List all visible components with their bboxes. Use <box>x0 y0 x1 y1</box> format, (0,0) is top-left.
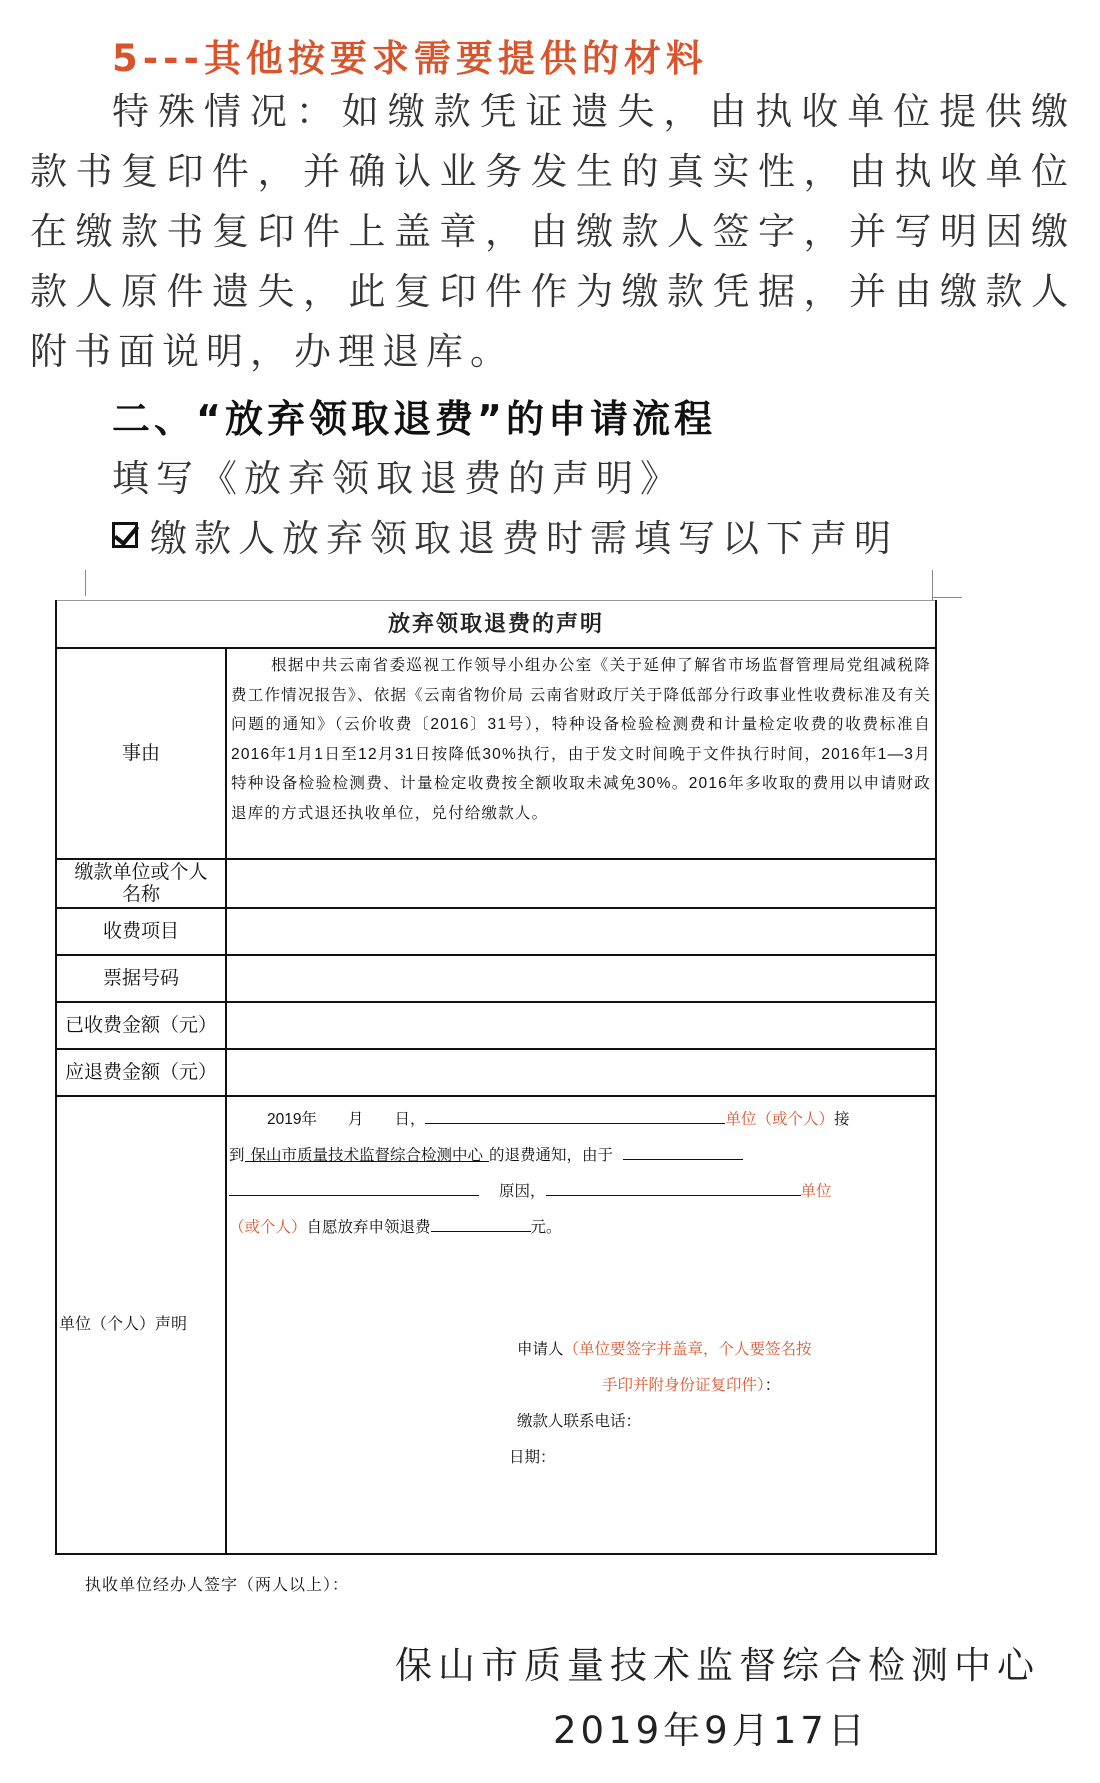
refund-waiver-form <box>55 600 937 1555</box>
reason-text: 根据中共云南省委巡视工作领导小组办公室《关于延伸了解省市场监督管理局党组减税降费工作情况报告》、依据《云南省物价局 云南省财政厅关于降低部分行政事业性收费标准及有关问题的通知》（云价收费〔2016〕31号），特种设备检验检测费和计量检定收费的收费标准自2016年1月1日至12月31日按降低30%执行，由于发文时间晚于文件执行时间，2016年1—3月特种设备检验检测费、计量检定收费按全额收取未减免30%。2016年多收取的费用以申请财政退库的方式退还执收单位，兑付给缴款人。 <box>231 657 931 822</box>
declaration-line3 <box>229 1177 832 1201</box>
payer-label-line1: 缴款单位或个人 <box>74 861 208 883</box>
applicant-line <box>517 1337 812 1359</box>
crop-mark-left <box>85 570 86 596</box>
blank-amount[interactable] <box>431 1213 531 1232</box>
refund-amount-label: 应退费金额（元） <box>57 1050 227 1095</box>
to-text: 到 <box>229 1147 245 1164</box>
form-row-receipt <box>57 956 935 1003</box>
form-row-item <box>57 909 935 956</box>
section2-heading: 二、“放弃领取退费”的申请流程 <box>112 397 716 441</box>
payer-label-line2: 名称 <box>121 883 160 905</box>
reason-suffix: 原因， <box>499 1183 546 1200</box>
yuan-text: 元。 <box>530 1219 562 1236</box>
receipt-label: 票据号码 <box>57 956 227 1001</box>
item5-heading <box>112 28 708 82</box>
center-name: 保山市质量技术监督综合检测中心 <box>245 1143 490 1162</box>
declaration-label: 单位（个人）声明 <box>57 1097 227 1553</box>
blank-unit-name[interactable] <box>425 1105 725 1124</box>
checkbox-checked-icon <box>112 522 138 548</box>
handler-signature-label: 执收单位经办人签字（两人以上）： <box>85 1575 350 1594</box>
form-row-refund <box>57 1050 935 1097</box>
item5-title: 其他按要求需要提供的材料 <box>203 37 708 80</box>
item-label: 收费项目 <box>57 909 227 954</box>
item-field[interactable] <box>227 909 935 954</box>
or-person-text: （或个人） <box>229 1219 307 1236</box>
applicant-note-2: 手印并附身份证复印件） <box>602 1377 765 1394</box>
item5-paragraph: 特殊情况：如缴款凭证遗失，由执收单位提供缴款书复印件，并确认业务发生的真实性，由执收单位在缴款书复印件上盖章，由缴款人签字，并写明因缴款人原件遗失，此复印件作为缴款凭据，并由缴款人附书面说明，办理退库。 <box>30 90 1075 373</box>
voluntary-waiver-text: 自愿放弃申领退费 <box>306 1219 431 1236</box>
blank-reason-2[interactable] <box>546 1177 801 1196</box>
declaration-line2 <box>229 1141 743 1165</box>
form-row-charged <box>57 1003 935 1050</box>
payer-name-field[interactable] <box>227 860 935 907</box>
unit-text: 单位 <box>800 1183 832 1200</box>
form-row-reason <box>57 649 935 860</box>
checked-instruction <box>112 508 898 562</box>
document-date: 2019年9月17日 <box>553 1709 869 1752</box>
payer-label <box>57 860 227 907</box>
declaration-body <box>227 1097 935 1553</box>
charged-amount-field[interactable] <box>227 1003 935 1048</box>
reason-value <box>227 649 935 858</box>
declaration-date-label: 日期： <box>509 1449 556 1466</box>
unit-or-person-1: 单位（或个人） <box>725 1111 834 1128</box>
crop-mark-right-vertical <box>932 570 933 600</box>
crop-mark-right-horizontal <box>932 597 962 598</box>
refund-amount-field[interactable] <box>227 1050 935 1095</box>
reason-label: 事由 <box>57 649 227 858</box>
notice-text: 的退费通知，由于 <box>489 1147 614 1164</box>
fill-instruction: 填写《放弃领取退费的声明》 <box>112 457 684 500</box>
applicant-colon: ： <box>764 1377 781 1394</box>
declaration-line1 <box>267 1105 850 1129</box>
received-text: 接 <box>834 1111 850 1128</box>
charged-amount-label: 已收费金额（元） <box>57 1003 227 1048</box>
form-row-declaration <box>57 1097 935 1553</box>
applicant-note-1: （单位要签字并盖章，个人要签名按 <box>563 1341 812 1358</box>
organization-name: 保山市质量技术监督综合检测中心 <box>395 1644 1040 1687</box>
blank-reason-1[interactable] <box>229 1177 479 1196</box>
declaration-line4 <box>229 1213 562 1237</box>
applicant-label: 申请人 <box>517 1341 564 1358</box>
form-title: 放弃领取退费的声明 <box>57 600 935 649</box>
receipt-number-field[interactable] <box>227 956 935 1001</box>
payer-phone-label: 缴款人联系电话： <box>517 1413 642 1430</box>
item5-number: 5--- <box>112 37 204 80</box>
blank-due-to[interactable] <box>623 1141 743 1160</box>
form-row-payer <box>57 860 935 909</box>
checked-instruction-text: 缴款人放弃领取退费时需填写以下声明 <box>150 517 898 560</box>
applicant-note-line <box>602 1373 780 1395</box>
declaration-date-prefix: 2019年 月 日， <box>267 1111 426 1128</box>
